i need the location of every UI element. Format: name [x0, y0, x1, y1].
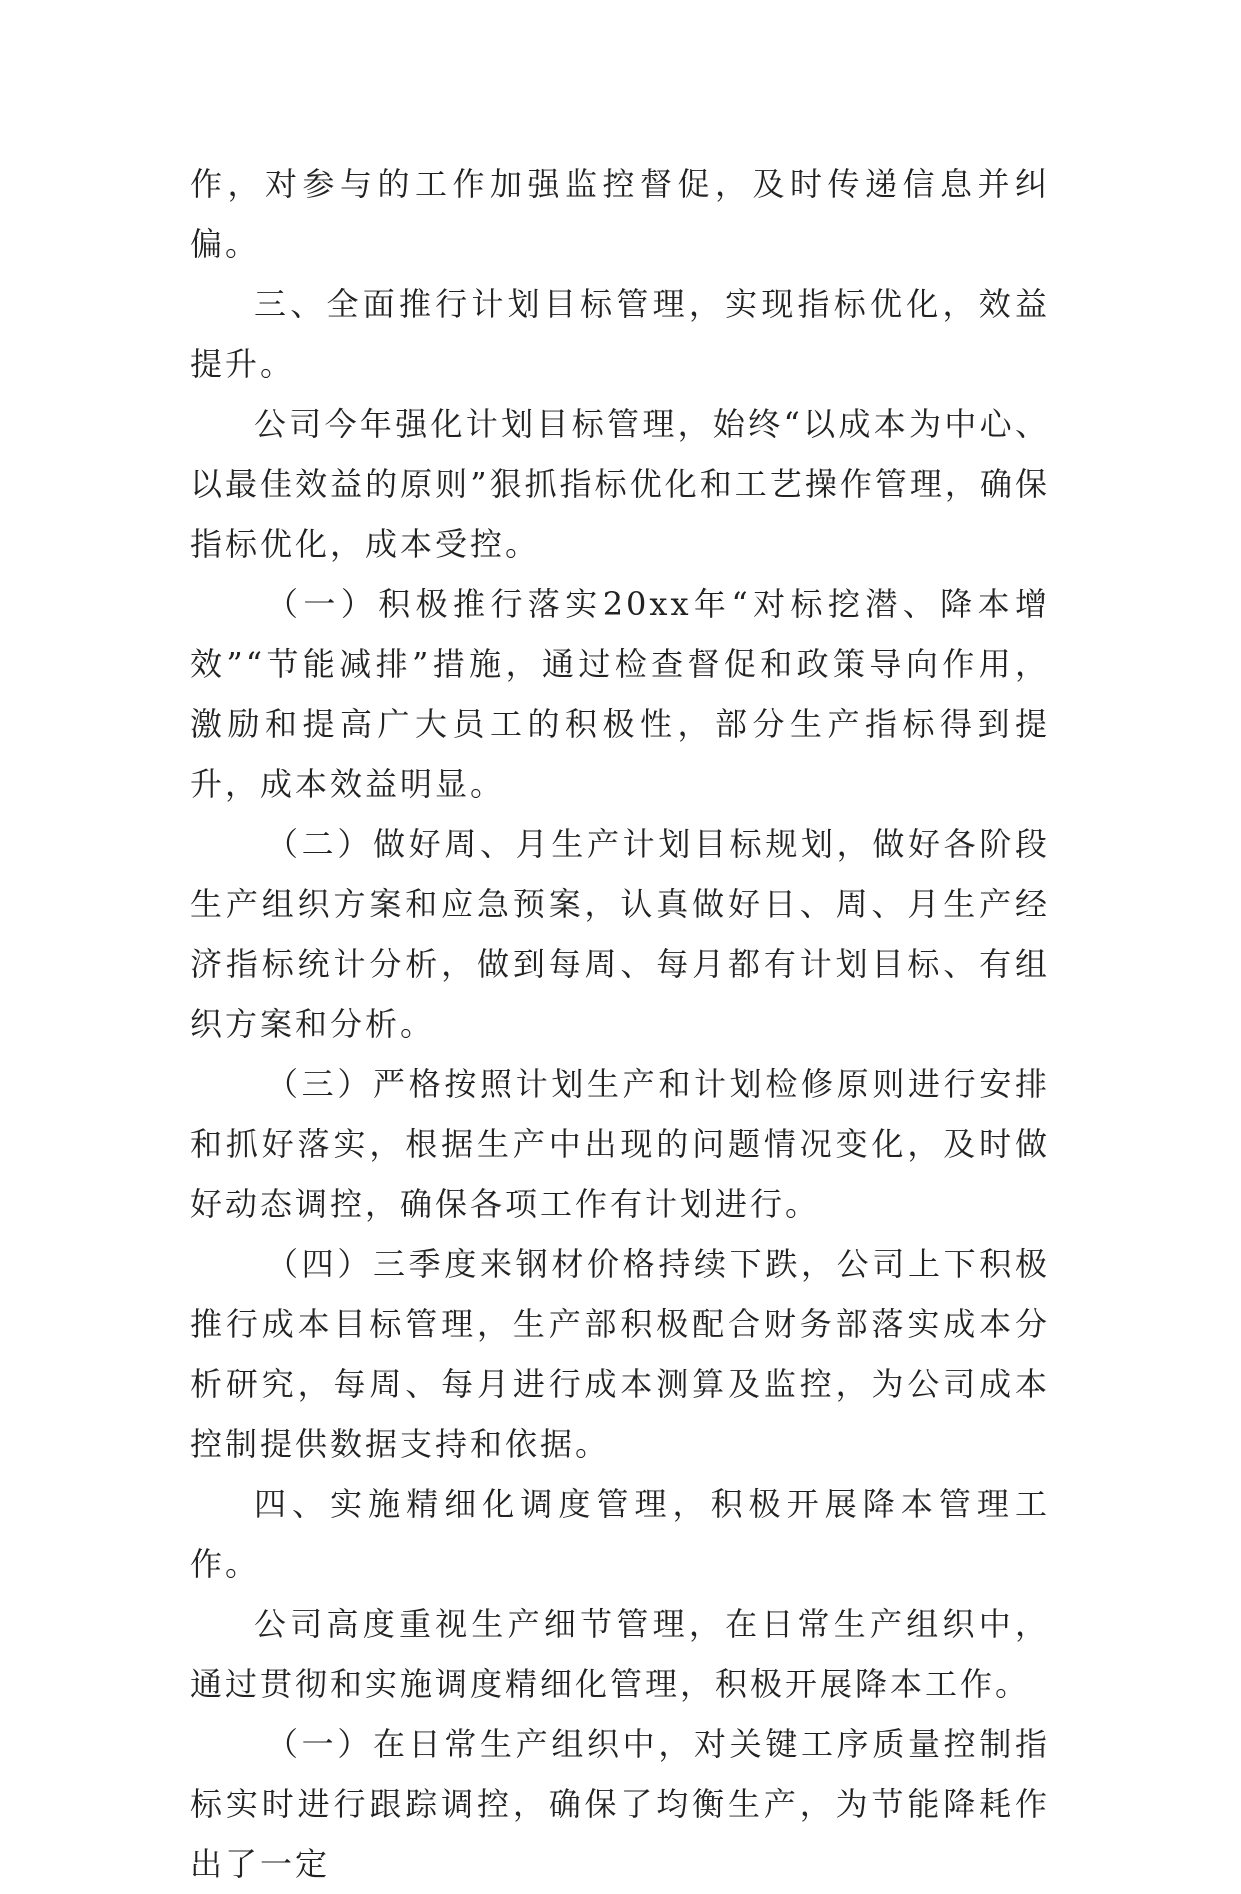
- section-heading-4: 四、实施精细化调度管理，积极开展降本管理工作。: [190, 1485, 1050, 1583]
- paragraph-section-3-item-2: （二）做好周、月生产计划目标规划，做好各阶段生产组织方案和应急预案，认真做好日、周、月生产经济指标统计分析，做到每周、每月都有计划目标、有组织方案和分析。: [190, 825, 1050, 1043]
- paragraph-section-3-item-1: （一）积极推行落实20xx年“对标挖潜、降本增效”“节能减排”措施，通过检查督促和政策导向作用，激励和提高广大员工的积极性，部分生产指标得到提升，成本效益明显。: [190, 585, 1050, 803]
- document-body: [190, 154, 1050, 1894]
- paragraph-continuation: 作，对参与的工作加强监控督促，及时传递信息并纠偏。: [190, 165, 1050, 263]
- paragraph-section-3-item-3: （三）严格按照计划生产和计划检修原则进行安排和抓好落实，根据生产中出现的问题情况变化，及时做好动态调控，确保各项工作有计划进行。: [190, 1065, 1050, 1223]
- paragraph-section-3-intro: 公司今年强化计划目标管理，始终“以成本为中心、以最佳效益的原则”狠抓指标优化和工艺操作管理，确保指标优化，成本受控。: [190, 405, 1050, 563]
- section-heading-3: 三、全面推行计划目标管理，实现指标优化，效益提升。: [190, 285, 1050, 383]
- paragraph-section-4-intro: 公司高度重视生产细节管理，在日常生产组织中，通过贯彻和实施调度精细化管理，积极开展降本工作。: [190, 1605, 1050, 1703]
- paragraph-section-3-item-4: （四）三季度来钢材价格持续下跌，公司上下积极推行成本目标管理，生产部积极配合财务部落实成本分析研究，每周、每月进行成本测算及监控，为公司成本控制提供数据支持和依据。: [190, 1245, 1050, 1463]
- paragraph-section-4-item-1: （一）在日常生产组织中，对关键工序质量控制指标实时进行跟踪调控，确保了均衡生产，为节能降耗作出了一定: [190, 1725, 1050, 1883]
